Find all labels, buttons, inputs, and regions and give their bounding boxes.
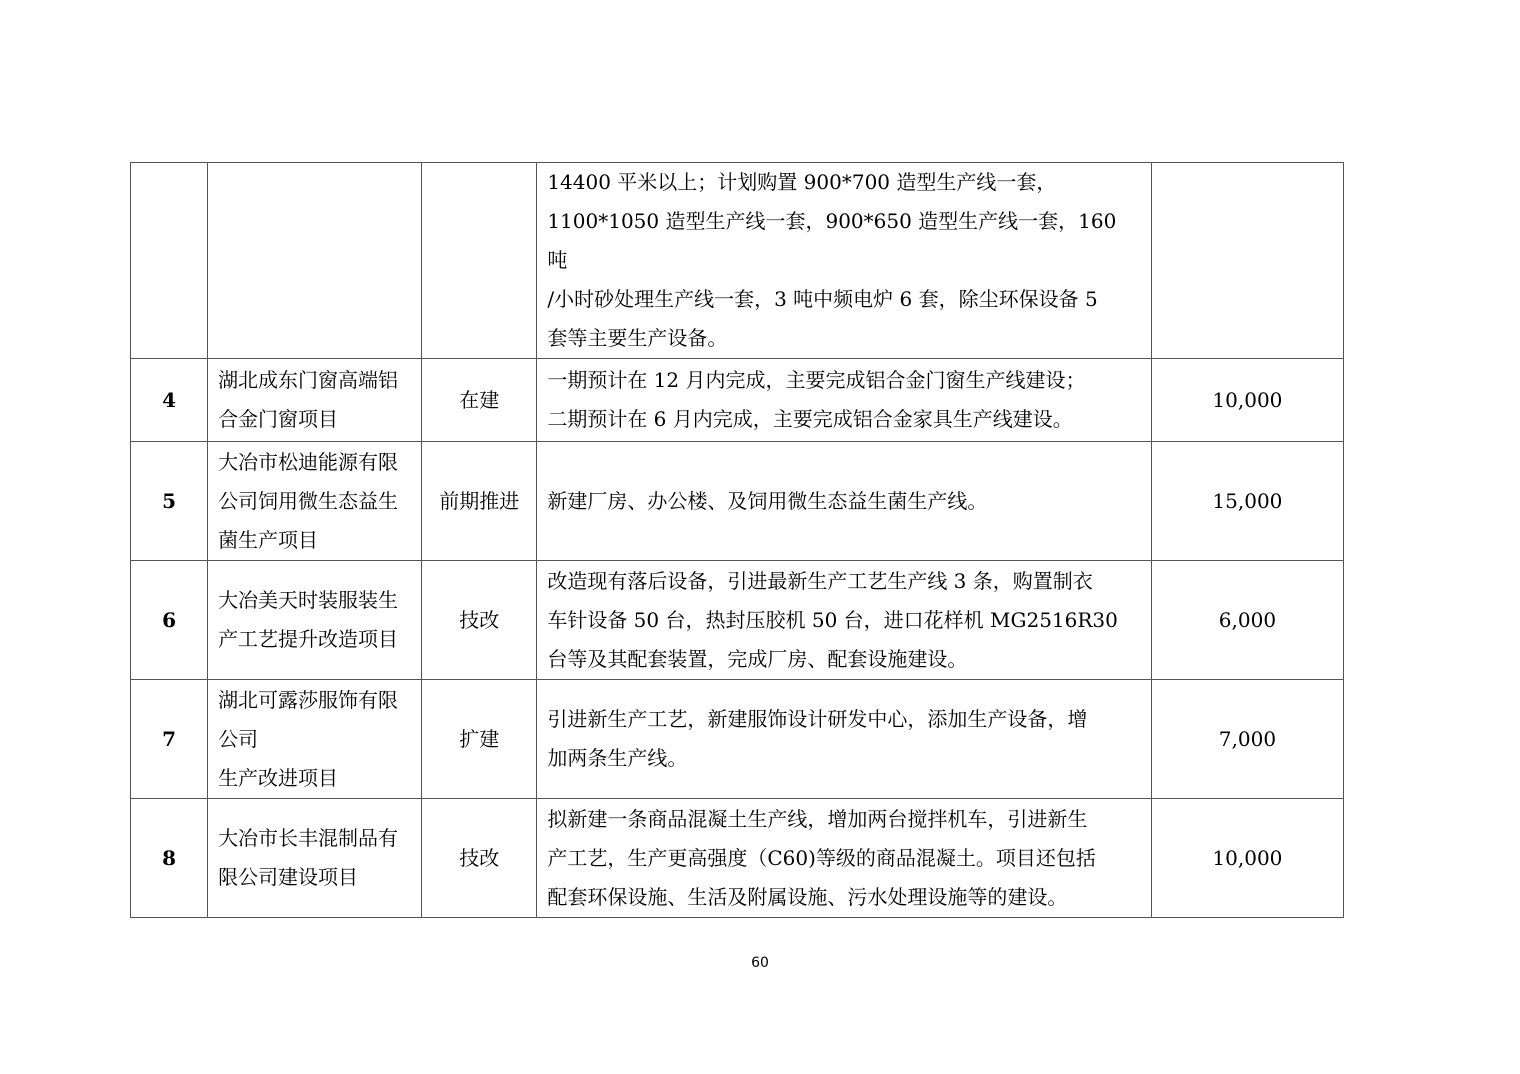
project-number <box>131 163 208 359</box>
project-name: 大冶市松迪能源有限 公司饲用微生态益生 菌生产项目 <box>208 442 422 561</box>
project-name: 大冶美天时装服装生 产工艺提升改造项目 <box>208 561 422 680</box>
project-name <box>208 163 422 359</box>
page-number: 60 <box>751 955 769 971</box>
project-number: 4 <box>131 359 208 442</box>
table-row <box>131 561 1344 680</box>
project-status: 前期推进 <box>422 442 537 561</box>
project-number: 7 <box>131 680 208 799</box>
project-investment: 6,000 <box>1151 561 1343 680</box>
project-table <box>130 162 1344 918</box>
table-row <box>131 799 1344 918</box>
table-row <box>131 680 1344 799</box>
table-row <box>131 163 1344 359</box>
project-number: 6 <box>131 561 208 680</box>
project-name: 湖北可露莎服饰有限 公司 生产改进项目 <box>208 680 422 799</box>
table-row <box>131 359 1344 442</box>
table-row <box>131 442 1344 561</box>
project-status: 扩建 <box>422 680 537 799</box>
project-investment: 7,000 <box>1151 680 1343 799</box>
project-number: 8 <box>131 799 208 918</box>
project-content: 14400 平米以上；计划购置 900*700 造型生产线一套， 1100*1050 造型生产线一套，900*650 造型生产线一套，160 吨 /小时砂处理生产线一套，3 吨中频电炉 6 套，除尘环保设备 5 套等主要生产设备。 <box>537 163 1152 359</box>
project-content: 新建厂房、办公楼、及饲用微生态益生菌生产线。 <box>537 442 1152 561</box>
project-investment: 15,000 <box>1151 442 1343 561</box>
project-status: 技改 <box>422 799 537 918</box>
project-investment <box>1151 163 1343 359</box>
project-status <box>422 163 537 359</box>
project-status: 技改 <box>422 561 537 680</box>
project-investment: 10,000 <box>1151 799 1343 918</box>
project-content: 一期预计在 12 月内完成，主要完成铝合金门窗生产线建设； 二期预计在 6 月内完成，主要完成铝合金家具生产线建设。 <box>537 359 1152 442</box>
project-name: 湖北成东门窗高端铝 合金门窗项目 <box>208 359 422 442</box>
project-content: 拟新建一条商品混凝土生产线，增加两台搅拌机车，引进新生 产工艺，生产更高强度（C60)等级的商品混凝土。项目还包括 配套环保设施、生活及附属设施、污水处理设施等的建设。 <box>537 799 1152 918</box>
project-name: 大冶市长丰混制品有 限公司建设项目 <box>208 799 422 918</box>
project-content: 改造现有落后设备，引进最新生产工艺生产线 3 条，购置制衣 车针设备 50 台，热封压胶机 50 台，进口花样机 MG2516R30 台等及其配套装置，完成厂房、配套设施建设。 <box>537 561 1152 680</box>
project-number: 5 <box>131 442 208 561</box>
project-content: 引进新生产工艺，新建服饰设计研发中心，添加生产设备，增 加两条生产线。 <box>537 680 1152 799</box>
project-investment: 10,000 <box>1151 359 1343 442</box>
project-status: 在建 <box>422 359 537 442</box>
